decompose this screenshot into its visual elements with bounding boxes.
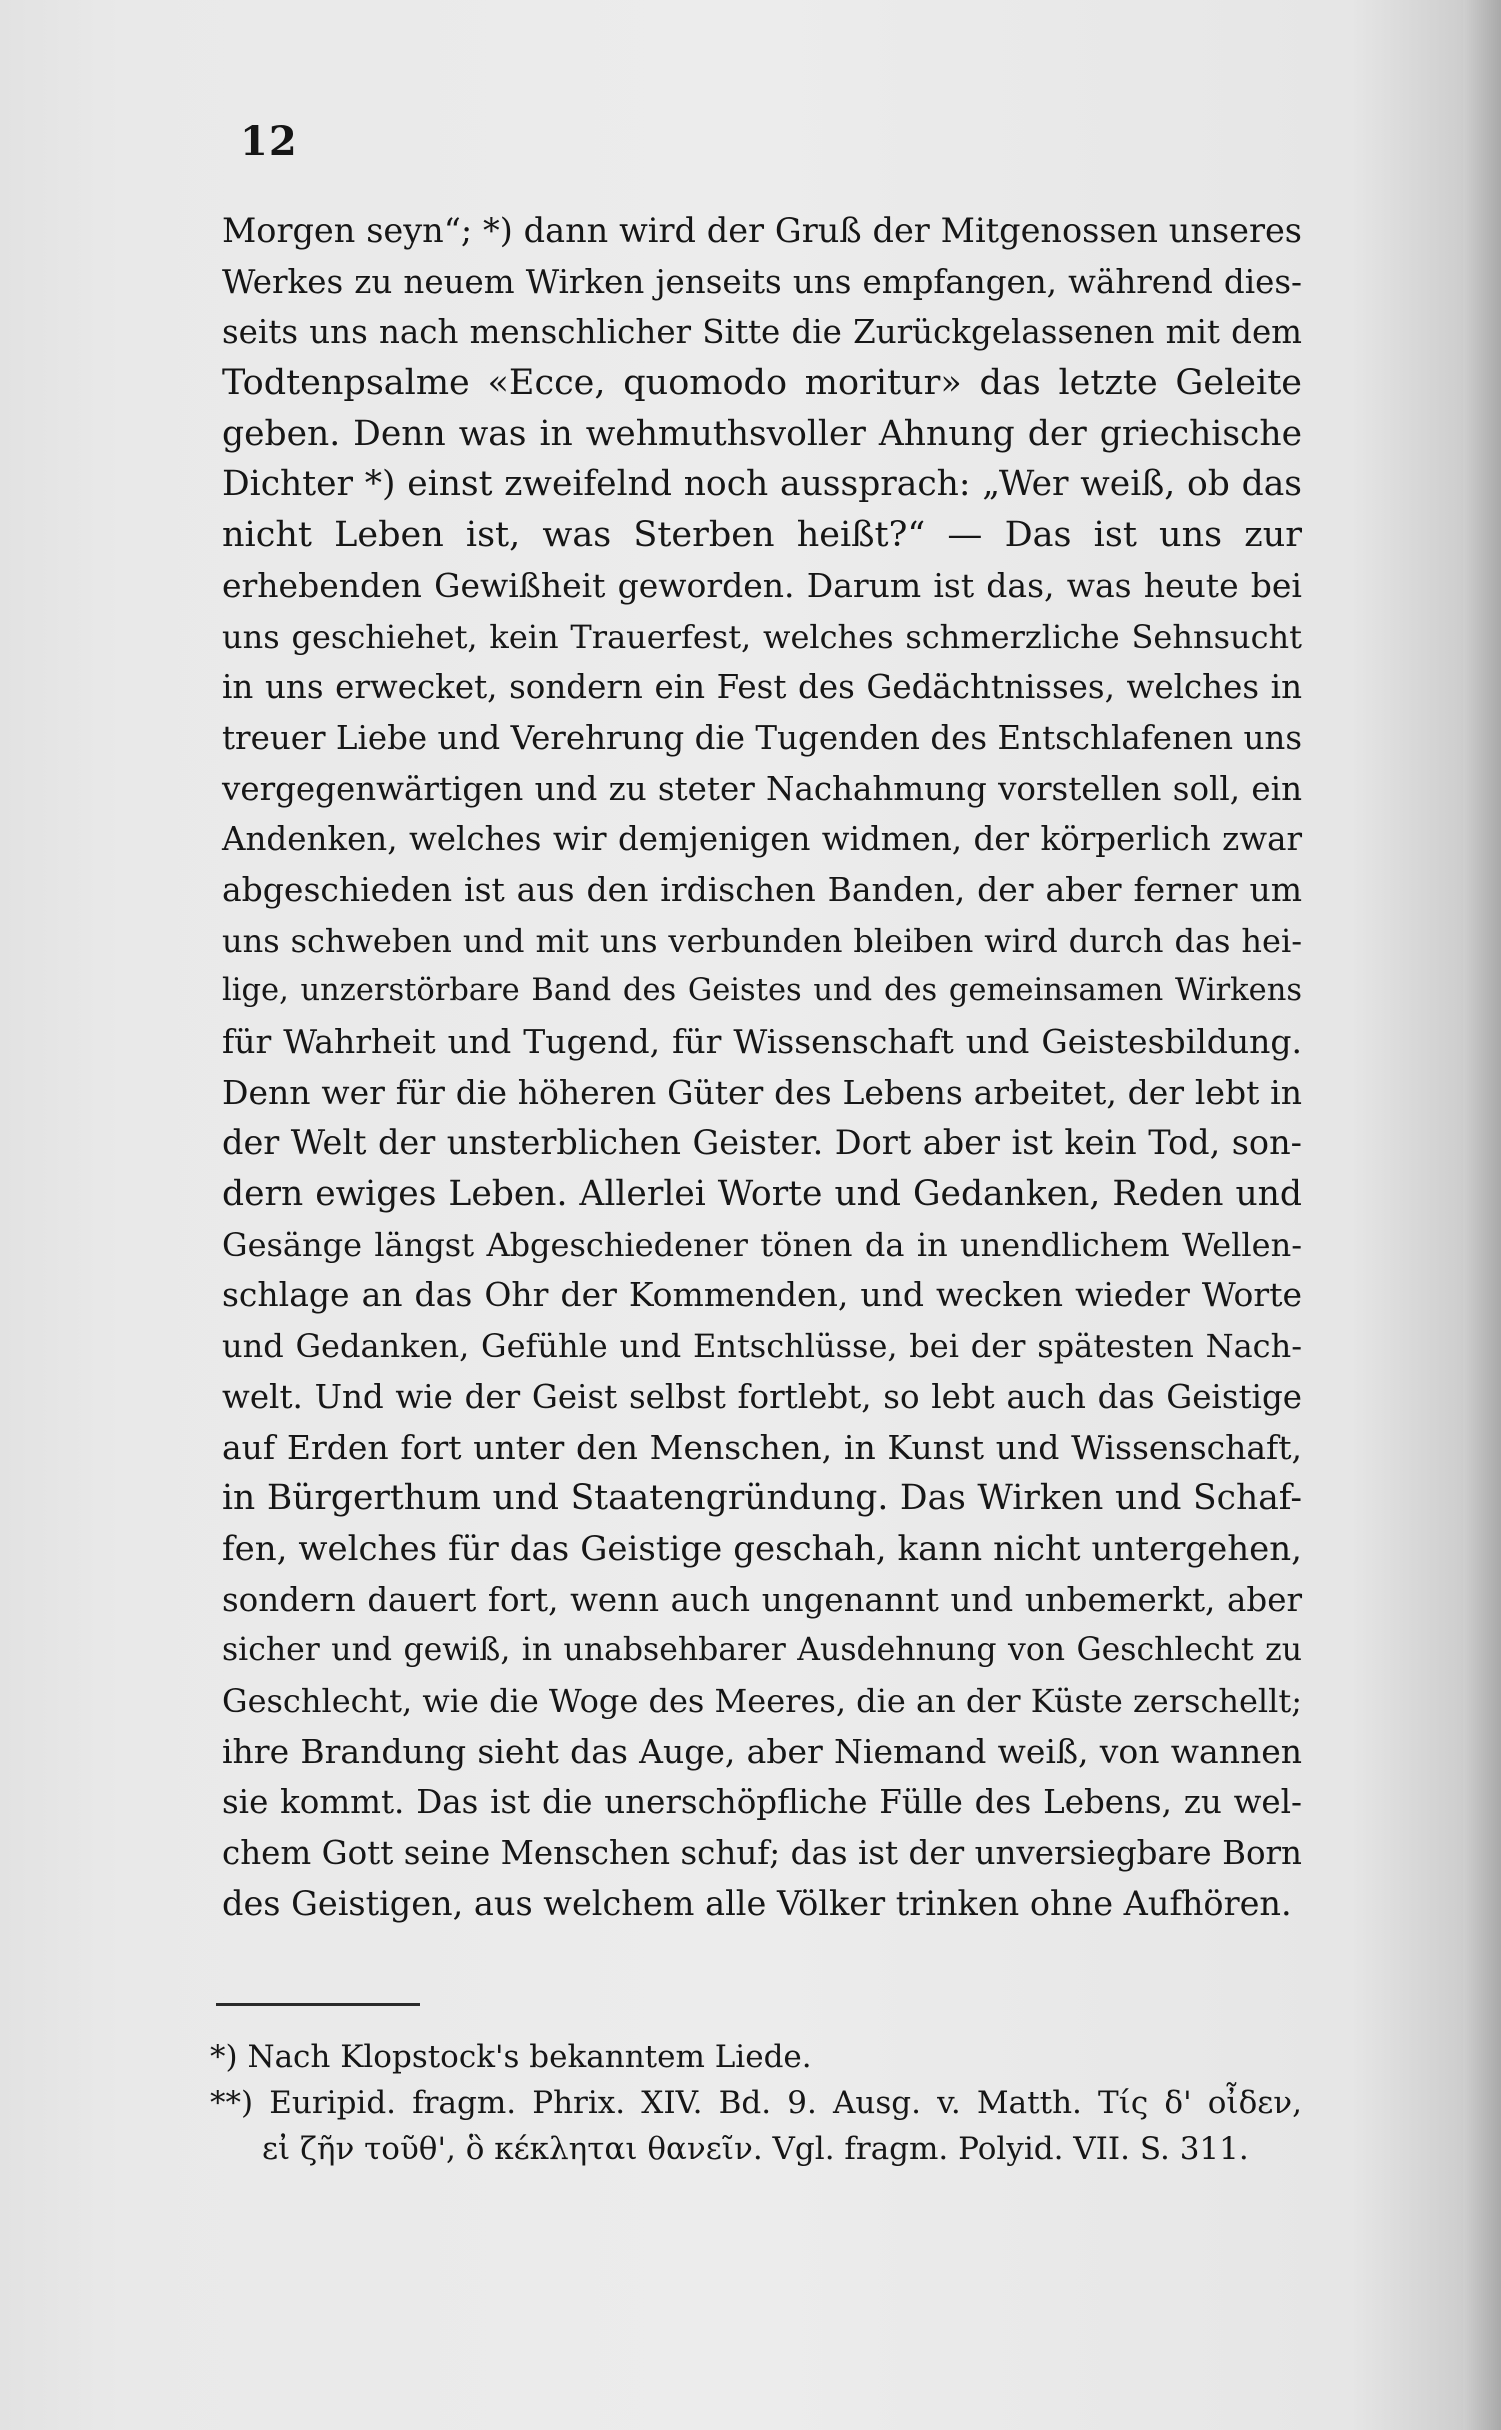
text-line: in uns erwecket, sondern ein Fest des Gedächtnisses, welches in	[222, 668, 1302, 707]
text-line: treuer Liebe und Verehrung die Tugenden des Entschlafenen uns	[222, 718, 1302, 757]
footnote: *) Nach Klopstock's bekanntem Liede.	[210, 2039, 812, 2075]
text-line: seits uns nach menschlicher Sitte die Zurückgelassenen mit dem	[222, 313, 1302, 352]
body-text	[222, 206, 1302, 1929]
text-line: lige, unzerstörbare Band des Geistes und des gemeinsamen Wirkens	[222, 973, 1302, 1009]
text-line: in Bürgerthum und Staatengründung. Das Wirken und Schaf-	[222, 1478, 1302, 1519]
text-line: sicher und gewiß, in unabsehbarer Ausdehnung von Geschlecht zu	[222, 1632, 1302, 1669]
text-line: nicht Leben ist, was Sterben heißt?“ — Das ist uns zur	[222, 515, 1302, 556]
text-line: uns schweben und mit uns verbunden bleiben wird durch das hei-	[222, 921, 1302, 960]
footnotes	[210, 2034, 1302, 2172]
text-line: ihre Brandung sieht das Auge, aber Niemand weiß, von wannen	[222, 1731, 1302, 1771]
footnote-divider	[216, 2003, 420, 2006]
text-line: Geschlecht, wie die Woge des Meeres, die an der Küste zerschellt;	[222, 1681, 1303, 1720]
text-line: abgeschieden ist aus den irdischen Banden, der aber ferner um	[222, 869, 1302, 909]
page-number: 12	[240, 118, 298, 165]
text-line: geben. Denn was in wehmuthsvoller Ahnung der griechische	[222, 413, 1302, 454]
text-line: uns geschiehet, kein Trauerfest, welches schmerzliche Sehnsucht	[222, 617, 1302, 656]
text-line: erhebenden Gewißheit geworden. Darum ist das, was heute bei	[222, 565, 1302, 605]
text-line: Todtenpsalme «Ecce, quomodo moritur» das letzte Geleite	[222, 363, 1302, 404]
text-line: für Wahrheit und Tugend, für Wissenschaft und Geistesbildung.	[222, 1022, 1302, 1061]
text-line: vergegenwärtigen und zu steter Nachahmung vorstellen soll, ein	[222, 769, 1302, 808]
text-line: Morgen seyn“; *) dann wird der Gruß der Mitgenossen unseres	[222, 211, 1302, 250]
text-line: der Welt der unsterblichen Geister. Dort aber ist kein Tod, son-	[222, 1123, 1302, 1163]
text-line: chem Gott seine Menschen schuf; das ist der unversiegbare Born	[222, 1834, 1302, 1872]
text-line: Gesänge längst Abgeschiedener tönen da in unendlichem Wellen-	[222, 1225, 1302, 1264]
text-line: des Geistigen, aus welchem alle Völker trinken ohne Aufhören.	[222, 1883, 1292, 1923]
text-line: schlage an das Ohr der Kommenden, und wecken wieder Worte	[222, 1275, 1302, 1315]
text-line: und Gedanken, Gefühle und Entschlüsse, bei der spätesten Nach-	[222, 1327, 1302, 1366]
text-line: fen, welches für das Geistige geschah, kann nicht untergehen,	[222, 1528, 1302, 1569]
footnote: **) Euripid. fragm. Phrix. XIV. Bd. 9. Ausg. v. Matth. Τίς δ' οἶδεν,	[210, 2085, 1302, 2121]
text-line: Denn wer für die höheren Güter des Lebens arbeitet, der lebt in	[222, 1072, 1302, 1112]
text-line: Dichter *) einst zweifelnd noch aussprach: „Wer weiß, ob das	[222, 464, 1302, 505]
text-line: sie kommt. Das ist die unerschöpfliche Fülle des Lebens, zu wel-	[222, 1783, 1302, 1822]
text-line: welt. Und wie der Geist selbst fortlebt, so lebt auch das Geistige	[222, 1377, 1302, 1416]
text-line: dern ewiges Leben. Allerlei Worte und Gedanken, Reden und	[222, 1174, 1302, 1215]
text-line: sondern dauert fort, wenn auch ungenannt und unbemerkt, aber	[222, 1580, 1302, 1619]
text-line: Werkes zu neuem Wirken jenseits uns empfangen, während dies-	[222, 262, 1302, 301]
footnote-continuation: εἰ ζῆν τοῦθ', ὃ κέκληται θανεῖν. Vgl. fragm. Polyid. VII. S. 311.	[262, 2131, 1249, 2167]
page-edge-shadow	[1463, 0, 1501, 2430]
text-line: Andenken, welches wir demjenigen widmen, der körperlich zwar	[222, 820, 1302, 859]
text-line: auf Erden fort unter den Menschen, in Kunst und Wissenschaft,	[222, 1427, 1302, 1467]
